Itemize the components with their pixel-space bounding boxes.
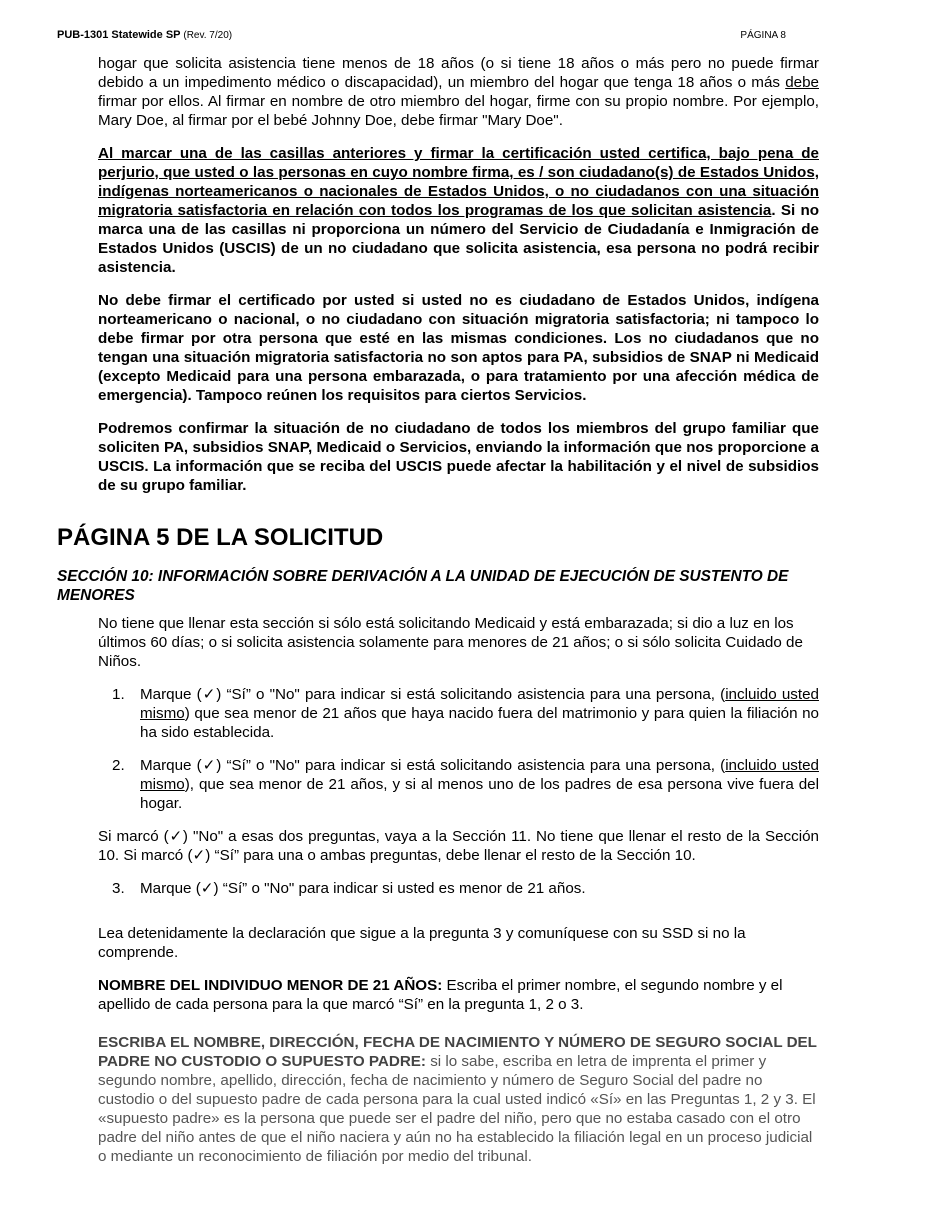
uscis-paragraph: Podremos confirmar la situación de no ciudadano de todos los miembros del grupo familiar que soliciten PA, subsidios SNAP, Medicaid o Servicios, enviando la información que nos proporcione a USCIS. La información que se reciba del USCIS puede afectar la habilitación y el nivel de subsidios de su grupo familiar. bbox=[98, 420, 819, 494]
question-1: 1. Marque (✓) “Sí” o "No" para indicar si está solicitando asistencia para una persona, (incluido usted mismo) que sea menor de 21 años que haya nacido fuera del matrimonio y para quien la filiación no ha sido establecida. bbox=[112, 686, 819, 741]
question-number: 3. bbox=[112, 880, 125, 897]
form-id: PUB-1301 Statewide SP (Rev. 7/20) bbox=[57, 29, 233, 41]
revision-date: (Rev. 7/20) bbox=[183, 30, 233, 41]
certification-underlined: Al marcar una de las casillas anteriores y firmar la certificación usted certifica, bajo pena de perjurio, que usted o las personas en cuyo nombre firma, es / son ciudadano(s) de Estados Unidos, indígenas norteamericanos o nacionales de Estados Unidos, o no ciudadanos con una situación migratoria satisfactoria en relación con todos los programas de los que solicitan asistencia bbox=[98, 145, 819, 219]
question-2: 2. Marque (✓) “Sí” o "No" para indicar si está solicitando asistencia para una persona, (incluido usted mismo), que sea menor de 21 años, y si al menos uno de los padres de esa persona vive fuera del hogar. bbox=[112, 757, 819, 812]
page-heading: PÁGINA 5 DE LA SOLICITUD bbox=[57, 524, 384, 551]
page-number: PÁGINA 8 bbox=[740, 30, 786, 41]
question-3: 3. Marque (✓) “Sí” o "No" para indicar si usted es menor de 21 años. bbox=[112, 880, 586, 897]
section-10-intro: No tiene que llenar esta sección si sólo está solicitando Medicaid y está embarazada; si dio a luz en los últimos 60 días; o si solicita asistencia solamente para menores de 21 años; o si sólo solicita Cuidado de Niños. bbox=[98, 615, 803, 670]
minor-name-instruction: NOMBRE DEL INDIVIDUO MENOR DE 21 AÑOS: Escriba el primer nombre, el segundo nombre y el apellido de cada persona para la que marcó “Sí” en la pregunta 1, 2 o 3. bbox=[98, 977, 783, 1013]
noncustodial-parent-instruction: ESCRIBA EL NOMBRE, DIRECCIÓN, FECHA DE NACIMIENTO Y NÚMERO DE SEGURO SOCIAL DEL PADRE NO CUSTODIO O SUPUESTO PADRE: si lo sabe, escriba en letra de imprenta el primer y segundo nombre, apellido, dirección, fecha de nacimiento y número de Seguro Social del padre no custodio o del supuesto padre de cada persona para la cual usted indicó «Sí» en las Preguntas 1, 2 y 3. El «supuesto padre» es la persona que puede ser el padre del niño, pero que no estaba casado con el otro padre del niño antes de que el niño naciera y aún no ha establecido la filiación legal en un proceso judicial o mediante un reconocimiento de filiación por medio del tribunal. bbox=[98, 1034, 817, 1165]
minor-name-label: NOMBRE DEL INDIVIDUO MENOR DE 21 AÑOS: bbox=[98, 977, 443, 994]
certification-paragraph: Al marcar una de las casillas anteriores y firmar la certificación usted certifica, bajo pena de perjurio, que usted o las personas en cuyo nombre firma, es / son ciudadano(s) de Estados Unidos, indígenas norteamericanos o nacionales de Estados Unidos, o no ciudadanos con una situación migratoria satisfactoria en relación con todos los programas de los que solicitan asistencia. Si no marca una de las casillas ni proporciona un número del Servicio de Ciudadanía e Inmigración de Estados Unidos (USCIS) de un no ciudadano que solicita asistencia, esa persona no podrá recibir asistencia. bbox=[98, 145, 820, 276]
read-carefully-note: Lea detenidamente la declaración que sigue a la pregunta 3 y comuníquese con su SSD si no la comprende. bbox=[98, 925, 746, 961]
question-number: 1. bbox=[112, 686, 125, 703]
skip-instruction: Si marcó (✓) "No" a esas dos preguntas, vaya a la Sección 11. No tiene que llenar el resto de la Sección 10. Si marcó (✓) “Sí” para una o ambas preguntas, debe llenar el resto de la Sección 10. bbox=[98, 828, 819, 864]
section-10-title: SECCIÓN 10: INFORMACIÓN SOBRE DERIVACIÓN A LA UNIDAD DE EJECUCIÓN DE SUSTENTO DE MENORES bbox=[57, 568, 789, 604]
noncustodial-parent-label: ESCRIBA EL NOMBRE, DIRECCIÓN, FECHA DE NACIMIENTO Y NÚMERO DE SEGURO SOCIAL DEL PADRE NO CUSTODIO O SUPUESTO PADRE: bbox=[98, 1034, 817, 1070]
underlined-must: debe bbox=[785, 74, 819, 91]
signing-instructions-paragraph: hogar que solicita asistencia tiene menos de 18 años (o si tiene 18 años o más pero no puede firmar debido a un impedimento médico o discapacidad), un miembro del hogar que tenga 18 años o más debe firmar por ellos. Al firmar en nombre de otro miembro del hogar, firme con su propio nombre. Por ejemplo, Mary Doe, al firmar por el bebé Johnny Doe, debe firmar "Mary Doe". bbox=[98, 55, 819, 129]
intro-block bbox=[98, 54, 819, 495]
section-10-body bbox=[98, 614, 819, 1166]
non-citizen-paragraph: No debe firmar el certificado por usted si usted no es ciudadano de Estados Unidos, indígena norteamericano o nacional, o no ciudadano con situación migratoria satisfactoria; ni tampoco lo debe firmar por otra persona que esté en las mismas condiciones. Los no ciudadanos que no tengan una situación migratoria satisfactoria no son aptos para PA, subsidios de SNAP ni Medicaid (excepto Medicaid para una persona embarazada, o para tratamiento por una afección médica de emergencia). Tampoco reúnen los requisitos para ciertos Servicios. bbox=[98, 292, 819, 404]
page-header bbox=[57, 29, 786, 45]
question-number: 2. bbox=[112, 757, 125, 774]
